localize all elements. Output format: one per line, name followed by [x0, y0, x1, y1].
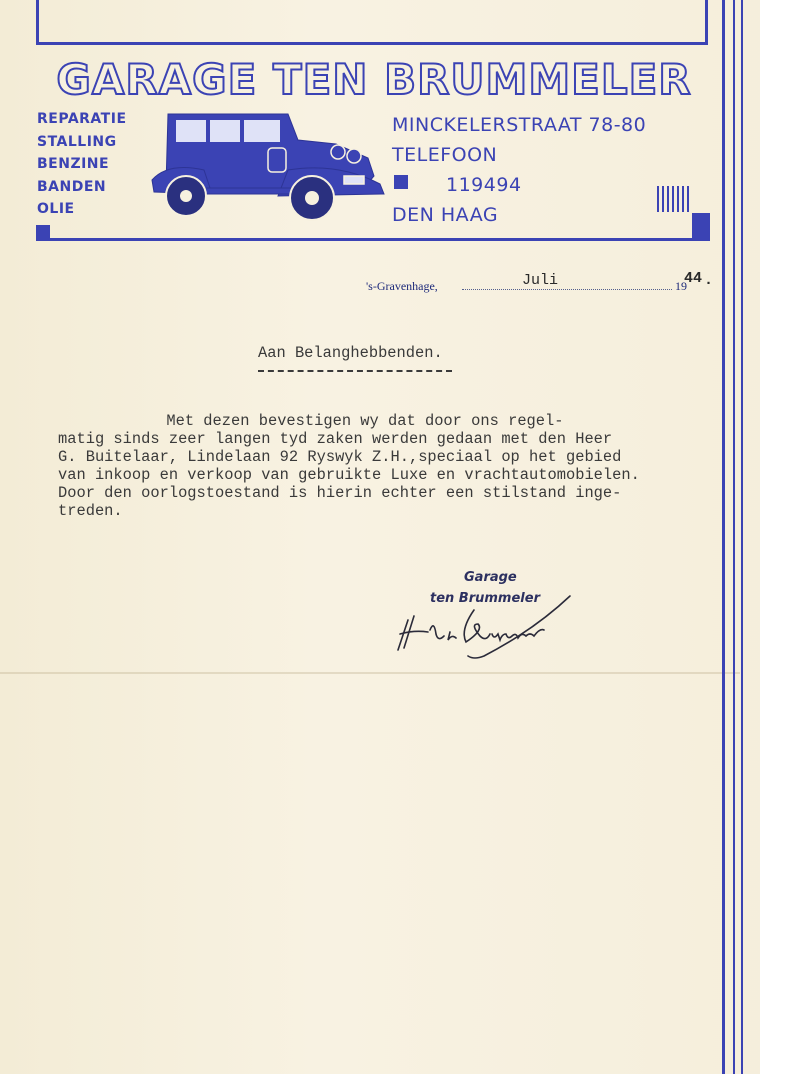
- date-year-prefix: 19: [675, 279, 687, 293]
- stamp-line-2: ten Brummeler: [430, 591, 540, 606]
- salutation-underline: [258, 370, 452, 372]
- service-item: REPARATIE: [37, 111, 127, 127]
- top-frame: [36, 0, 708, 45]
- body-line: Door den oorlogstoestand is hierin echter een stilstand inge-: [58, 484, 622, 502]
- phone-number: 119494: [446, 174, 522, 196]
- body-line: Met dezen bevestigen wy dat door ons regel-: [74, 412, 564, 430]
- frame-line-right-1: [722, 0, 725, 1074]
- date-place: 's-Gravenhage,: [366, 279, 438, 293]
- header-divider: [36, 238, 710, 241]
- decor-stripes-icon: [657, 186, 691, 212]
- car-illustration-icon: [148, 110, 388, 230]
- scan-edge: [760, 0, 801, 1074]
- company-name: GARAGE TEN BRUMMELER: [56, 55, 692, 104]
- date-year: 44: [684, 270, 703, 287]
- frame-line-right-3: [741, 0, 743, 1074]
- service-item: BANDEN: [37, 178, 107, 195]
- date-dotted-line: [462, 289, 672, 290]
- body-line: van inkoop en verkoop van gebruikte Luxe en vrachtautomobielen.: [58, 466, 640, 484]
- address-city: DEN HAAG: [392, 204, 499, 226]
- signature-icon: [394, 590, 584, 662]
- service-item: OLIE: [37, 201, 75, 217]
- stamp-line-1: Garage: [464, 570, 517, 585]
- body-line: matig sinds zeer langen tyd zaken werden gedaan met den Heer: [58, 430, 613, 448]
- decor-square-icon: [394, 175, 408, 189]
- decor-square-icon: [692, 213, 710, 239]
- service-item: BENZINE: [37, 156, 110, 172]
- decor-square-icon: [36, 225, 50, 239]
- paper-fold: [0, 672, 740, 674]
- date-month: Juli: [522, 272, 559, 289]
- address-street: MINCKELERSTRAAT 78-80: [392, 114, 647, 136]
- phone-label: TELEFOON: [392, 144, 498, 166]
- body-line: treden.: [58, 502, 123, 520]
- address-block: [392, 110, 646, 230]
- date-year-end: .: [704, 272, 714, 289]
- frame-line-right-2: [733, 0, 735, 1074]
- body-line: G. Buitelaar, Lindelaan 92 Ryswyk Z.H.,speciaal op het gebied: [58, 448, 622, 466]
- salutation: Aan Belanghebbenden.: [258, 344, 443, 362]
- service-item: STALLING: [37, 133, 117, 150]
- services-list: [37, 108, 127, 221]
